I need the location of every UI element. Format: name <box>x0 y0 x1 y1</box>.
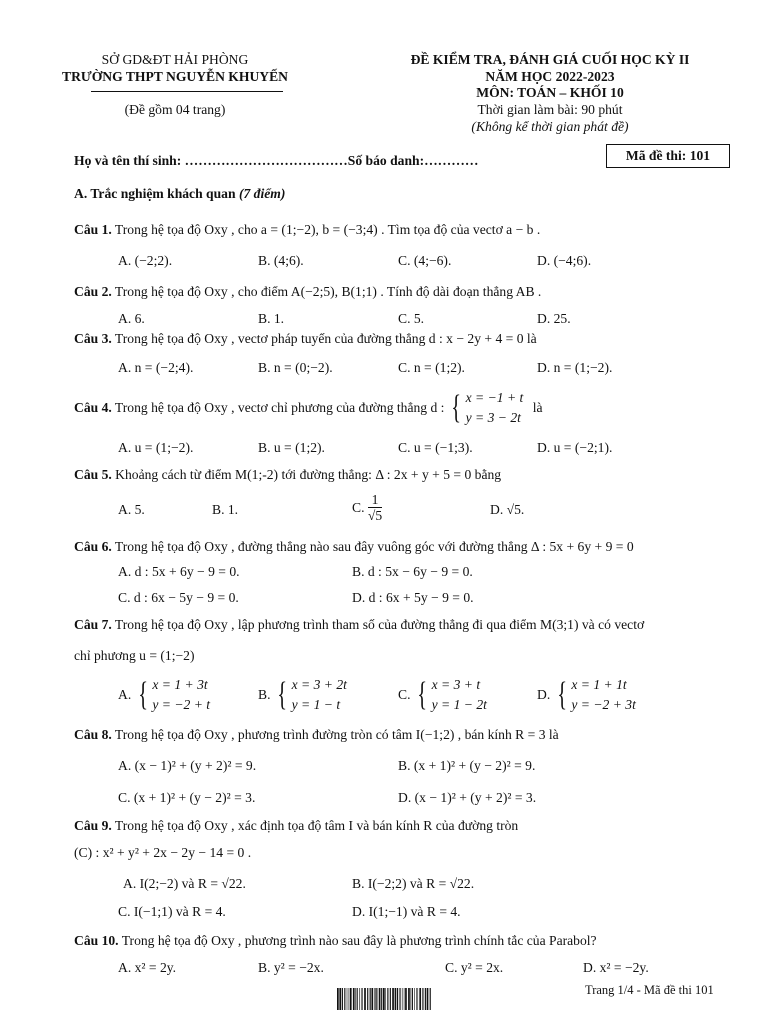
option-label: A. <box>118 687 132 702</box>
question-label: Câu 4. <box>74 400 112 415</box>
system-line: y = 3 − 2t <box>465 410 521 425</box>
question-9-continuation: (C) : x² + y² + 2x − 2y − 14 = 0 . <box>74 845 252 860</box>
question-tail: là <box>532 400 543 415</box>
question-text: Trong hệ tọa độ Oxy , xác định tọa độ tâm I và bán kính R của đường tròn <box>111 818 519 833</box>
option-d[interactable]: D. √5. <box>490 502 525 517</box>
header-page-count: (Đề gồm 04 trang) <box>124 102 226 117</box>
school-year: NĂM HỌC 2022-2023 <box>485 69 615 84</box>
fraction <box>368 492 382 523</box>
option-c[interactable]: C. n = (1;2). <box>398 360 465 375</box>
system-line: x = −1 + t <box>465 390 524 405</box>
option-b[interactable]: B. n = (0;−2). <box>258 360 333 375</box>
option-a[interactable]: A. d : 5x + 6y − 9 = 0. <box>118 564 240 579</box>
brace-icon: { <box>277 676 287 713</box>
subject: MÔN: TOÁN – KHỐI 10 <box>476 85 624 100</box>
section-title <box>74 186 285 202</box>
option-label: D. <box>537 687 551 702</box>
option-c[interactable]: C. u = (−1;3). <box>398 440 473 455</box>
option-a[interactable]: A. x² = 2y. <box>118 960 177 975</box>
option-b[interactable]: B. 1. <box>212 502 239 517</box>
section-label: A. Trắc nghiệm khách quan <box>74 186 239 201</box>
fraction-numerator: 1 <box>368 492 382 508</box>
barcode-icon <box>335 986 433 1016</box>
equation-system <box>292 675 347 715</box>
question-text: Trong hệ tọa độ Oxy , phương trình nào sau đây là phương trình chính tắc của Parabol? <box>118 933 597 948</box>
exam-title: ĐỀ KIỂM TRA, ĐÁNH GIÁ CUỐI HỌC KỲ II <box>410 52 690 67</box>
option-label: B. <box>258 687 271 702</box>
system-line: x = 1 + 3t <box>152 677 208 692</box>
brace-icon: { <box>417 676 427 713</box>
question-text: Trong hệ tọa độ Oxy , phương trình đường tròn có tâm I(−1;2) , bán kính R = 3 là <box>111 727 559 742</box>
question-label: Câu 3. <box>74 331 112 346</box>
option-d[interactable]: D. d : 6x + 5y − 9 = 0. <box>352 590 474 605</box>
option-a[interactable]: A. (−2;2). <box>118 253 173 268</box>
option-a[interactable]: A. 5. <box>118 502 145 517</box>
question-7-continuation: chỉ phương u = (1;−2) <box>74 648 195 663</box>
brace-icon: { <box>556 676 567 713</box>
option-d[interactable]: D. 25. <box>537 311 571 326</box>
option-b[interactable]: B. (4;6). <box>258 253 304 268</box>
option-b[interactable]: B. d : 5x − 6y − 9 = 0. <box>352 564 473 579</box>
option-b[interactable] <box>258 675 347 715</box>
option-b[interactable]: B. u = (1;2). <box>258 440 325 455</box>
system-line: x = 3 + 2t <box>291 677 347 692</box>
option-a[interactable]: A. 6. <box>118 311 145 326</box>
question-2 <box>74 284 734 300</box>
option-d[interactable]: D. I(1;−1) và R = 4. <box>352 904 461 919</box>
question-text: Trong hệ tọa độ Oxy , vectơ pháp tuyến của đường thẳng d : x − 2y + 4 = 0 là <box>111 331 537 346</box>
option-b[interactable]: B. y² = −2x. <box>258 960 324 975</box>
question-text: Trong hệ tọa độ Oxy , vectơ chỉ phương của đường thẳng d : <box>111 400 445 415</box>
question-8 <box>74 727 734 743</box>
question-label: Câu 10. <box>74 933 119 948</box>
option-d[interactable]: D. u = (−2;1). <box>537 440 613 455</box>
question-label: Câu 6. <box>74 539 112 554</box>
system-line: y = −2 + 3t <box>571 697 636 712</box>
system-line: y = −2 + t <box>152 697 211 712</box>
system-line: y = 1 − 2t <box>431 697 487 712</box>
option-d[interactable] <box>537 675 636 715</box>
option-a[interactable]: A. n = (−2;4). <box>118 360 194 375</box>
question-9 <box>74 818 734 834</box>
option-a[interactable]: A. u = (1;−2). <box>118 440 194 455</box>
option-label: C. <box>398 687 411 702</box>
header-divider <box>91 91 283 92</box>
question-label: Câu 7. <box>74 617 112 632</box>
question-7 <box>74 617 734 633</box>
question-6 <box>74 539 734 555</box>
question-text: Trong hệ tọa độ Oxy , lập phương trình tham số của đường thẳng đi qua điểm M(3;1) và có vectơ <box>111 617 645 632</box>
header-school: TRƯỜNG THPT NGUYỄN KHUYẾN <box>62 69 288 84</box>
equation-system <box>152 675 210 715</box>
question-text: Khoảng cách từ điểm M(1;-2) tới đường thẳng: Δ : 2x + y + 5 = 0 bằng <box>111 467 502 482</box>
exam-code: Mã đề thi: 101 <box>625 148 711 163</box>
question-label: Câu 9. <box>74 818 112 833</box>
equation-system <box>571 675 636 715</box>
option-d[interactable]: D. n = (1;−2). <box>537 360 613 375</box>
question-label: Câu 1. <box>74 222 112 237</box>
question-text: Trong hệ tọa độ Oxy , đường thẳng nào sau đây vuông góc với đường thẳng Δ : 5x + 6y + 9 = 0 <box>111 539 634 554</box>
section-points: (7 điểm) <box>238 186 286 201</box>
option-b[interactable]: B. I(−2;2) và R = √22. <box>352 876 475 891</box>
page-footer: Trang 1/4 - Mã đề thi 101 <box>585 983 714 997</box>
option-a[interactable]: A. (x − 1)² + (y + 2)² = 9. <box>118 758 257 773</box>
option-d[interactable]: D. x² = −2y. <box>583 960 649 975</box>
system-line: x = 1 + 1t <box>571 677 627 692</box>
system-line: x = 3 + t <box>431 677 481 692</box>
question-label: Câu 2. <box>74 284 112 299</box>
option-c[interactable]: C. y² = 2x. <box>445 960 504 975</box>
question-3 <box>74 331 734 347</box>
option-b[interactable]: B. 1. <box>258 311 285 326</box>
fraction-denominator: √5 <box>367 508 383 523</box>
option-b[interactable]: B. (x + 1)² + (y − 2)² = 9. <box>398 758 536 773</box>
question-1 <box>74 222 734 238</box>
option-a[interactable] <box>118 675 210 715</box>
option-label: C. <box>352 499 365 515</box>
option-d[interactable]: D. (−4;6). <box>537 253 592 268</box>
option-c[interactable]: C. I(−1;1) và R = 4. <box>118 904 226 919</box>
brace-icon: { <box>451 389 461 426</box>
option-c[interactable] <box>352 492 382 523</box>
brace-icon: { <box>137 676 148 713</box>
time-limit: Thời gian làm bài: 90 phút <box>477 102 623 117</box>
option-c[interactable]: C. 5. <box>398 311 425 326</box>
question-text: Trong hệ tọa độ Oxy , cho điểm A(−2;5), B(1;1) . Tính độ dài đoạn thẳng AB . <box>111 284 542 299</box>
exam-code-box <box>606 144 730 168</box>
question-10 <box>74 933 734 949</box>
question-5 <box>74 467 734 483</box>
student-info-line: Họ và tên thí sinh: ………………………………Số báo danh:………… <box>74 153 479 168</box>
option-c[interactable]: C. d : 6x − 5y − 9 = 0. <box>118 590 239 605</box>
time-note: (Không kể thời gian phát đề) <box>471 119 629 134</box>
option-c[interactable]: C. (x + 1)² + (y − 2)² = 3. <box>118 790 256 805</box>
question-text: Trong hệ tọa độ Oxy , cho a = (1;−2), b = (−3;4) . Tìm tọa độ của vectơ a − b . <box>111 222 541 237</box>
option-a[interactable]: A. I(2;−2) và R = √22. <box>123 876 246 891</box>
equation-system <box>466 388 524 428</box>
option-c[interactable]: C. (4;−6). <box>398 253 452 268</box>
option-c[interactable] <box>398 675 487 715</box>
system-line: y = 1 − t <box>291 697 341 712</box>
question-label: Câu 5. <box>74 467 112 482</box>
question-4 <box>74 388 734 428</box>
header-department: SỞ GD&ĐT HẢI PHÒNG <box>101 52 249 67</box>
question-label: Câu 8. <box>74 727 112 742</box>
option-d[interactable]: D. (x − 1)² + (y + 2)² = 3. <box>398 790 537 805</box>
equation-system <box>432 675 487 715</box>
